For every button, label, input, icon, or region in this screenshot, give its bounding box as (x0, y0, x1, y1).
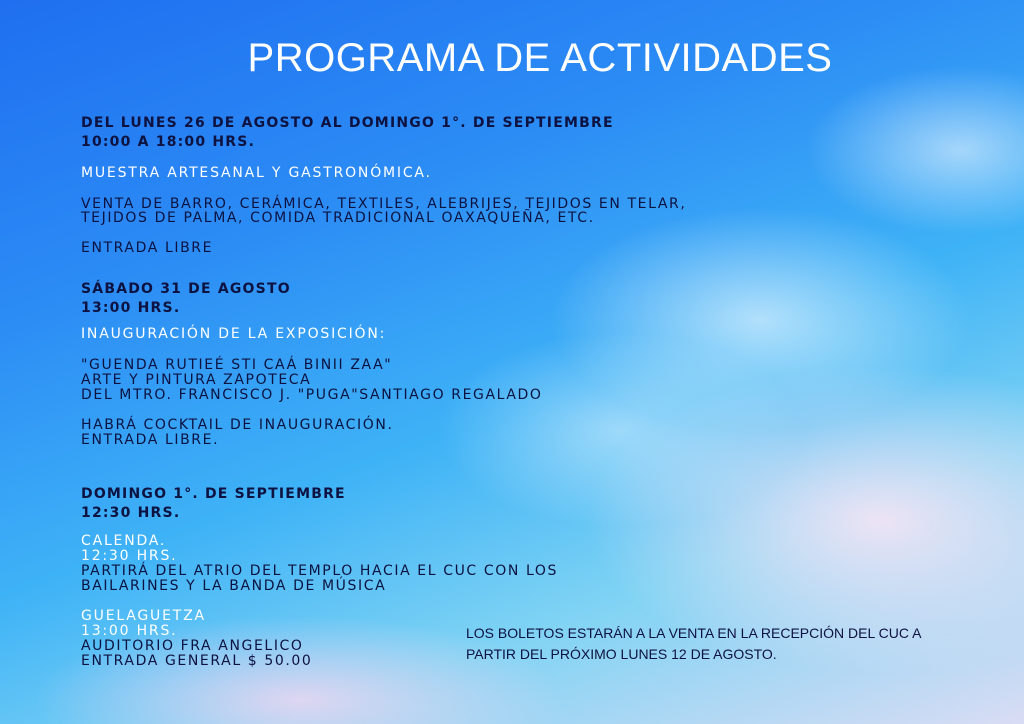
event-title: INAUGURACIÓN DE LA EXPOSICIÓN: (81, 326, 387, 342)
section-date-heading: SÁBADO 31 DE AGOSTO (81, 281, 291, 297)
event-time: 12:30 HRS. (81, 548, 178, 564)
event-title: MUESTRA ARTESANAL Y GASTRONÓMICA. (81, 165, 432, 181)
description-line: DEL MTRO. FRANCISCO J. "PUGA"SANTIAGO REGALADO (81, 387, 543, 403)
section-time-heading: 13:00 HRS. (81, 300, 181, 316)
event-title: CALENDA. (81, 533, 167, 549)
section-muestra (81, 114, 614, 152)
page-title: PROGRAMA DE ACTIVIDADES (247, 36, 833, 80)
section-inauguracion (81, 280, 291, 318)
ticket-note-line: PARTIR DEL PRÓXIMO LUNES 12 DE AGOSTO. (466, 646, 777, 662)
description-line: "GUENDA RUTIEÉ STI CAÁ BINII ZAA" (81, 357, 393, 373)
section-time-heading: 12:30 HRS. (81, 505, 181, 521)
description-line: HABRÁ COCKTAIL DE INAUGURACIÓN. (81, 417, 394, 433)
section-date-heading: DOMINGO 1°. DE SEPTIEMBRE (81, 486, 346, 502)
description-line: PARTIRÁ DEL ATRIO DEL TEMPLO HACIA EL CUC CON LOS (81, 563, 558, 579)
description-line: BAILARINES Y LA BANDA DE MÚSICA (81, 578, 387, 594)
description-line: VENTA DE BARRO, CERÁMICA, TEXTILES, ALEBRIJES, TEJIDOS EN TELAR, (81, 196, 687, 212)
entry-info: ENTRADA LIBRE (81, 240, 214, 256)
event-title: GUELAGUETZA (81, 608, 206, 624)
description-line: ARTE Y PINTURA ZAPOTECA (81, 372, 312, 388)
section-time-heading: 10:00 A 18:00 HRS. (81, 134, 256, 150)
description-line: TEJIDOS DE PALMA, COMIDA TRADICIONAL OAXAQUEÑA, ETC. (81, 210, 595, 226)
entry-info: ENTRADA GENERAL $ 50.00 (81, 653, 313, 669)
section-domingo (81, 485, 346, 523)
event-time: 13:00 HRS. (81, 623, 178, 639)
ticket-note-line: LOS BOLETOS ESTARÁN A LA VENTA EN LA RECEPCIÓN DEL CUC A (466, 625, 922, 641)
entry-info: ENTRADA LIBRE. (81, 432, 220, 448)
section-date-heading: DEL LUNES 26 DE AGOSTO AL DOMINGO 1°. DE SEPTIEMBRE (81, 115, 614, 131)
description-line: AUDITORIO FRA ANGELICO (81, 638, 304, 654)
ticket-note (466, 623, 966, 665)
